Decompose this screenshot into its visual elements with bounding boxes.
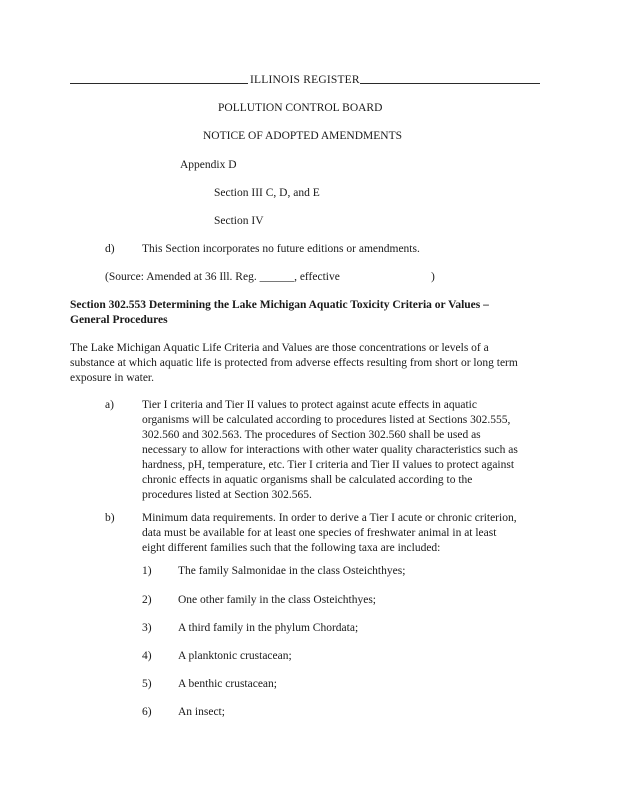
header-rule-left [70, 83, 248, 84]
section-iii-ref: Section III C, D, and E [214, 187, 320, 199]
taxa-number: 3) [142, 622, 152, 634]
section-heading-line1: Section 302.553 Determining the Lake Michigan Aquatic Toxicity Criteria or Values – [70, 299, 489, 311]
taxa-number: 5) [142, 678, 152, 690]
taxa-number: 4) [142, 650, 152, 662]
item-a-label: a) [105, 399, 114, 411]
item-b-line: Minimum data requirements. In order to derive a Tier I acute or chronic criterion, [142, 512, 517, 524]
item-a-line: 302.560 and 302.563. The procedures of Section 302.560 shall be used as [142, 429, 481, 441]
section-iv-ref: Section IV [214, 215, 264, 227]
intro-line-1: The Lake Michigan Aquatic Life Criteria and Values are those concentrations or levels of a [70, 342, 489, 354]
intro-line-2: substance at which aquatic life is protected from adverse effects resulting from short or long term [70, 357, 518, 369]
appendix-ref: Appendix D [180, 159, 237, 171]
taxa-text: A planktonic crustacean; [178, 650, 292, 662]
taxa-text: The family Salmonidae in the class Osteichthyes; [178, 565, 406, 577]
item-a-line: hardness, pH, temperature, etc. Tier I criteria and Tier II values to protect against [142, 459, 515, 471]
item-a-line: organisms will be calculated according to procedures listed at Sections 302.555, [142, 414, 511, 426]
item-b-line: data must be available for at least one species of freshwater animal in at least [142, 527, 497, 539]
subsection-d-text: This Section incorporates no future editions or amendments. [142, 243, 420, 255]
item-a-line: Tier I criteria and Tier II values to protect against acute effects in aquatic [142, 399, 477, 411]
taxa-text: One other family in the class Osteichthyes; [178, 594, 377, 606]
taxa-text: An insect; [178, 706, 225, 718]
register-title: ILLINOIS REGISTER [250, 74, 360, 86]
source-close-paren: ) [431, 271, 435, 283]
intro-line-3: exposure in water. [70, 372, 154, 384]
notice-title: NOTICE OF ADOPTED AMENDMENTS [203, 130, 403, 142]
taxa-text: A third family in the phylum Chordata; [178, 622, 359, 634]
item-a-line: procedures listed at Section 302.565. [142, 489, 312, 501]
item-a-line: necessary to allow for interactions with other water quality characteristics such as [142, 444, 518, 456]
taxa-number: 1) [142, 565, 152, 577]
item-b-label: b) [105, 512, 115, 524]
source-line: (Source: Amended at 36 Ill. Reg. ______, effective [105, 271, 340, 283]
header-rule-right [360, 83, 540, 84]
taxa-number: 6) [142, 706, 152, 718]
taxa-text: A benthic crustacean; [178, 678, 277, 690]
item-b-line: eight different families such that the following taxa are included: [142, 542, 441, 554]
board-title: POLLUTION CONTROL BOARD [218, 102, 383, 114]
section-heading-line2: General Procedures [70, 314, 168, 326]
item-a-line: chronic effects in aquatic organisms shall be calculated according to the [142, 474, 473, 486]
subsection-d-label: d) [105, 243, 115, 255]
taxa-number: 2) [142, 594, 152, 606]
